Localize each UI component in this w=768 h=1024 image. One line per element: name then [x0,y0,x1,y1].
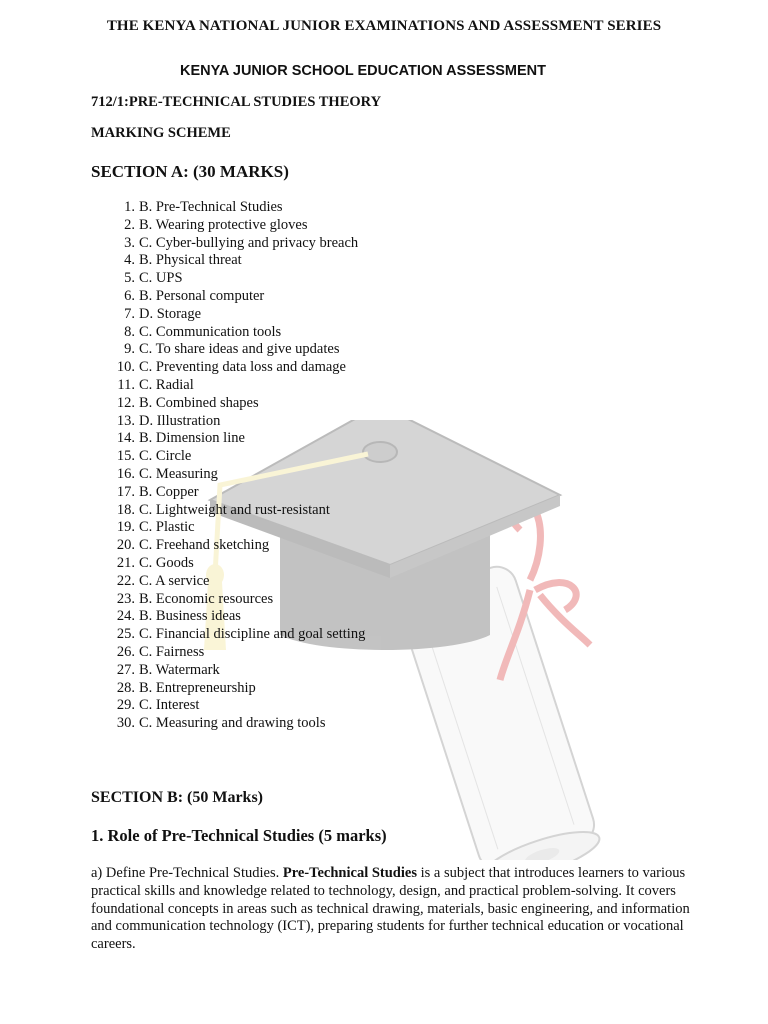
section-a-title: SECTION A: (30 MARKS) [91,162,289,181]
list-item [91,502,365,520]
item-answer: C. Measuring [139,465,218,482]
item-answer: B. Watermark [139,661,220,678]
list-item [91,537,365,555]
item-number: 29. [116,697,135,714]
item-number: 13. [116,412,135,429]
assessment-heading: KENYA JUNIOR SCHOOL EDUCATION ASSESSMENT [179,63,547,79]
item-number: 30. [116,715,135,732]
item-answer: C. Fairness [139,643,205,660]
list-item [91,697,365,715]
item-number: 3. [124,234,135,251]
list-item [91,680,365,698]
list-item [91,555,365,573]
list-item [91,430,365,448]
item-number: 12. [116,394,135,411]
item-number: 2. [124,216,135,233]
list-item [91,324,365,342]
question-1-title: 1. Role of Pre-Technical Studies (5 marks) [91,826,387,845]
list-item [91,341,365,359]
item-answer: C. Interest [139,697,200,714]
list-item [91,644,365,662]
item-answer: B. Physical threat [139,252,242,269]
item-number: 21. [116,554,135,571]
list-item [91,199,365,217]
item-number: 26. [116,643,135,660]
item-answer: C. Goods [139,554,194,571]
list-item [91,484,365,502]
section-b-title: SECTION B: (50 Marks) [91,789,264,806]
list-item [91,395,365,413]
item-number: 18. [116,501,135,518]
item-answer: C. Financial discipline and goal setting [139,626,366,643]
list-item [91,413,365,431]
item-number: 28. [116,679,135,696]
item-number: 4. [124,252,135,269]
question-1a-prompt: a) Define Pre-Technical Studies. [91,865,283,881]
paper-code: 712/1:PRE-TECHNICAL STUDIES THEORY [91,94,382,110]
list-item [91,288,365,306]
item-number: 1. [124,199,135,215]
item-answer: B. Copper [139,483,199,500]
list-item [91,235,365,253]
item-answer: C. Circle [139,448,192,465]
section-a-answer-list [91,199,365,733]
defined-term: Pre-Technical Studies [282,865,417,881]
item-answer: C. Cyber-bullying and privacy breach [139,234,359,251]
list-item [91,448,365,466]
item-answer: B. Economic resources [139,590,274,607]
list-item [91,252,365,270]
item-number: 7. [124,305,135,322]
item-answer: C. Plastic [139,519,195,536]
item-answer: C. Radial [139,376,194,393]
list-item [91,377,365,395]
item-answer: C. To share ideas and give updates [139,341,340,358]
item-number: 5. [124,270,135,287]
item-number: 8. [124,323,135,340]
definition-text: is a subject that introduces learners to various practical skills and knowledge related to technology, design, and practical problem-solving. It covers foundational concepts in areas such as technical drawing, materials, basic engineering, and information and communication technology (ICT), preparing students for further technical education or vocational careers. [91,865,690,953]
list-item [91,306,365,324]
item-number: 19. [116,519,135,536]
item-number: 20. [116,537,135,554]
list-item [91,519,365,537]
item-answer: C. Lightweight and rust-resistant [139,501,330,518]
item-number: 11. [117,376,135,393]
item-answer: B. Combined shapes [139,394,259,411]
item-answer: B. Entrepreneurship [139,679,256,696]
item-answer: B. Personal computer [139,287,265,304]
item-number: 6. [124,287,135,304]
item-number: 27. [116,661,135,678]
item-answer: C. Freehand sketching [139,537,270,554]
list-item [91,270,365,288]
item-answer: D. Storage [139,305,202,322]
list-item [91,359,365,377]
document-type: MARKING SCHEME [91,125,231,141]
item-number: 25. [116,626,135,643]
question-1a-answer [91,865,691,954]
list-item [91,608,365,626]
item-number: 10. [116,359,135,376]
item-answer: C. Communication tools [139,323,282,340]
item-answer: B. Wearing protective gloves [139,216,308,233]
item-number: 15. [116,448,135,465]
list-item [91,591,365,609]
list-item [91,626,365,644]
list-item [91,466,365,484]
item-number: 9. [124,341,135,358]
item-answer: C. Measuring and drawing tools [139,715,326,732]
list-item [91,662,365,680]
list-item [91,217,365,235]
item-number: 17. [116,483,135,500]
item-answer: B. Dimension line [139,430,245,447]
item-answer: C. UPS [139,270,183,287]
item-answer: C. Preventing data loss and damage [139,359,346,376]
item-answer: C. A service [139,572,210,589]
item-answer: B. Business ideas [139,608,241,625]
list-item [91,715,365,733]
list-item [91,573,365,591]
item-answer: D. Illustration [139,412,221,429]
item-number: 22. [116,572,135,589]
item-number: 16. [116,465,135,482]
item-answer: B. Pre-Technical Studies [139,199,283,215]
exam-series-heading: THE KENYA NATIONAL JUNIOR EXAMINATIONS AND ASSESSMENT SERIES [106,18,662,34]
item-number: 24. [116,608,135,625]
item-number: 23. [116,590,135,607]
item-number: 14. [116,430,135,447]
